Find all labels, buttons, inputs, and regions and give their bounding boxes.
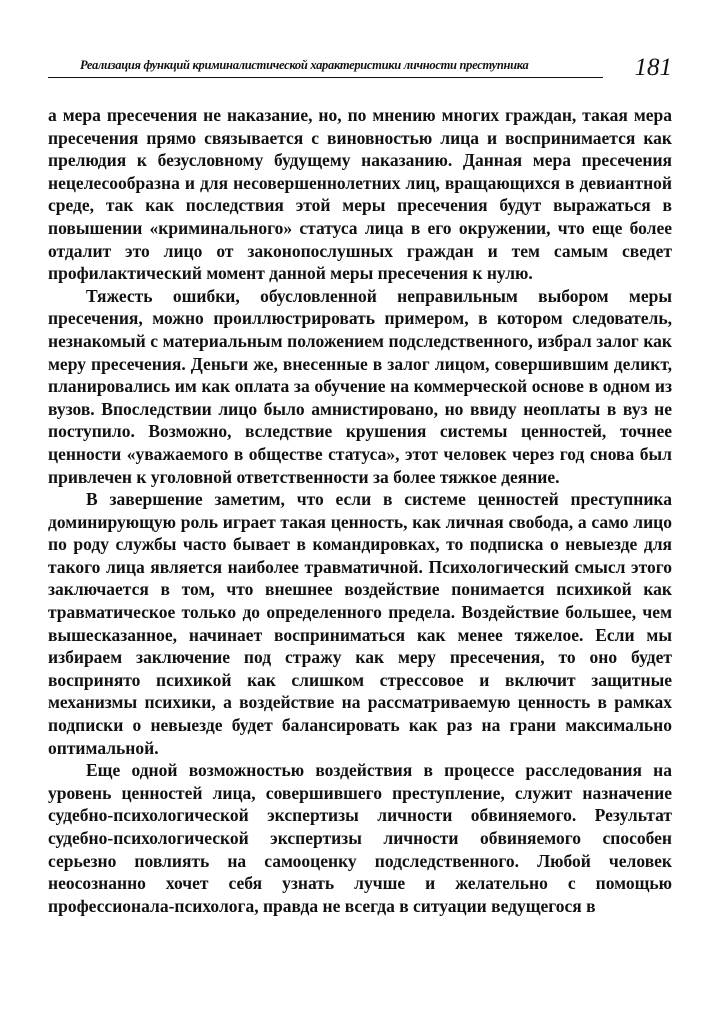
page-header [48,48,672,88]
paragraph: Еще одной возможностью воздействия в процессе расследования на уровень ценностей лица, совершившего преступление, служит назначение судебно-психологической экспертизы личности обвиняемого. Результат судебно-психологической экспертизы личности обвиняемого способен серьезно повлиять на самооценку подследственного. Любой человек неосознанно хочет себя узнать лучше и желательно с помощью профессионала-психолога, правда не всегда в ситуации ведущегося в [48,760,672,916]
running-title: Реализация функций криминалистической характеристики личности преступника [80,58,529,72]
header-rule [48,77,603,78]
paragraph: В завершение заметим, что если в системе ценностей преступника доминирующую роль играет такая ценность, как личная свобода, а само лицо по роду службы часто бывает в командировках, то подписка о невыезде для такого лица является наиболее травматичной. Психологический смысл этого заключается в том, что внешнее воздействие понимается психикой как травматическое только до определенного предела. Воздействие большее, чем вышесказанное, начинает восприниматься как менее тяжелое. Если мы избираем заключение под стражу как меру пресечения, то оно будет воспринято психикой как слишком стрессовое и включит защитные механизмы психики, а воздействие на рассматриваемую ценность в рамках подписки о невыезде будет балансировать как раз на грани максимально оптимальной. [48,489,672,758]
page-number: 181 [634,54,672,81]
body-text [48,104,672,917]
paragraph: Тяжесть ошибки, обусловленной неправильным выбором меры пресечения, можно проиллюстрировать примером, в котором следователь, незнакомый с материальным положением подследственного, избрал залог как меру пресечения. Деньги же, внесенные в залог лицом, совершившим деликт, планировались им как оплата за обучение на коммерческой основе в одном из вузов. Впоследствии лицо было амнистировано, но ввиду неоплаты в вуз не поступило. Возможно, вследствие крушения системы ценностей, точнее ценности «уважаемого в обществе статуса», этот человек через год снова был привлечен к уголовной ответственности за более тяжкое деяние. [48,285,672,487]
paragraph-continued: а мера пресечения не наказание, но, по мнению многих граждан, такая мера пресечения прямо связывается с виновностью лица и воспринимается как прелюдия к безусловному будущему наказанию. Данная мера пресечения нецелесообразна и для несовершеннолетних лиц, вращающихся в девиантной среде, так как последствия этой меры пресечения будут выражаться в повышении «криминального» статуса лица в его окружении, что еще более отдалит это лицо от законопослушных граждан и тем самым сведет профилактический момент данной меры пресечения к нулю. [48,105,672,284]
